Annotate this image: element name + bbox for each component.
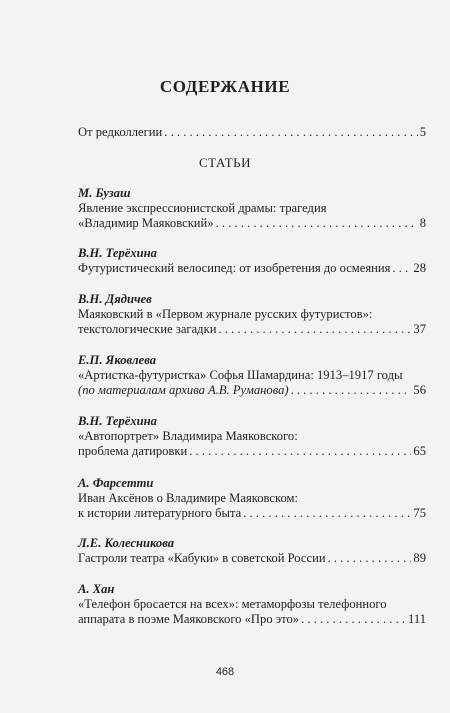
toc-entry [78, 414, 426, 459]
toc-entry [78, 246, 426, 276]
entry-author: М. Бузаш [78, 186, 131, 200]
entry-title-line: «Телефон бросается на всех»: метаморфозы телефонного [78, 597, 387, 611]
leader-dots [218, 322, 411, 337]
section-heading: СТАТЬИ [198, 155, 251, 170]
entry-author: В.Н. Дядичев [78, 292, 152, 306]
entry-title-line: Маяковский в «Первом журнале русских футуристов»: [78, 307, 373, 321]
toc-entry [78, 582, 426, 627]
entry-author: В.Н. Терёхина [78, 414, 157, 428]
entry-author: А. Хан [78, 582, 115, 596]
entry-page: 5 [419, 125, 426, 139]
leader-dots [216, 216, 418, 231]
toc-entry [78, 476, 426, 521]
leader-dots [164, 125, 417, 140]
entry-page: 28 [413, 261, 426, 275]
entry-title-line: текстологические загадки [78, 322, 217, 336]
entry-title-line: «Владимир Маяковский» [78, 216, 214, 230]
entry-title-line: Гастроли театра «Кабуки» в советской России [78, 551, 326, 565]
leader-dots [328, 551, 412, 566]
entry-author: Л.Е. Колесникова [78, 536, 175, 550]
entry-title-line: «Автопортрет» Владимира Маяковского: [78, 429, 298, 443]
entry-title-line: аппарата в поэме Маяковского «Про это» [78, 612, 300, 626]
entry-subtitle-line: (по материалам архива А.В. Руманова) [78, 383, 289, 397]
entry-page: 37 [413, 322, 426, 336]
entry-title: От редколлегии [78, 125, 163, 139]
entry-page: 65 [413, 444, 426, 458]
entry-page: 56 [413, 383, 426, 397]
toc-entry [78, 292, 426, 337]
entry-title-line: к истории литературного быта [78, 506, 242, 520]
page-number: 468 [215, 666, 235, 678]
toc-entry [78, 186, 426, 231]
entry-title-line: «Артистка-футуристка» Софья Шамардина: 1913–1917 годы [78, 368, 403, 382]
entry-title-line: проблема датировки [78, 444, 188, 458]
entry-page: 75 [413, 506, 426, 520]
leader-dots [301, 612, 406, 627]
toc-entry [78, 353, 426, 398]
entry-title-line: Явление экспрессионистской драмы: трагедия [78, 201, 327, 215]
entry-author: А. Фарсетти [78, 476, 154, 490]
entry-title-line: Футуристический велосипед: от изобретения до осмеяния [78, 261, 391, 275]
entry-page: 111 [408, 612, 426, 626]
leader-dots [243, 506, 411, 521]
toc-entry [78, 536, 426, 566]
toc-entry-editorial [78, 125, 426, 140]
leader-dots [189, 444, 411, 459]
leader-dots [291, 383, 412, 398]
entry-author: В.Н. Терёхина [78, 246, 157, 260]
leader-dots [392, 261, 411, 276]
page-title: СОДЕРЖАНИЕ [159, 77, 291, 96]
entry-title-line: Иван Аксёнов о Владимире Маяковском: [78, 491, 298, 505]
entry-author: Е.П. Яковлева [78, 353, 157, 367]
entry-page: 89 [413, 551, 426, 565]
entry-page: 8 [419, 216, 426, 230]
